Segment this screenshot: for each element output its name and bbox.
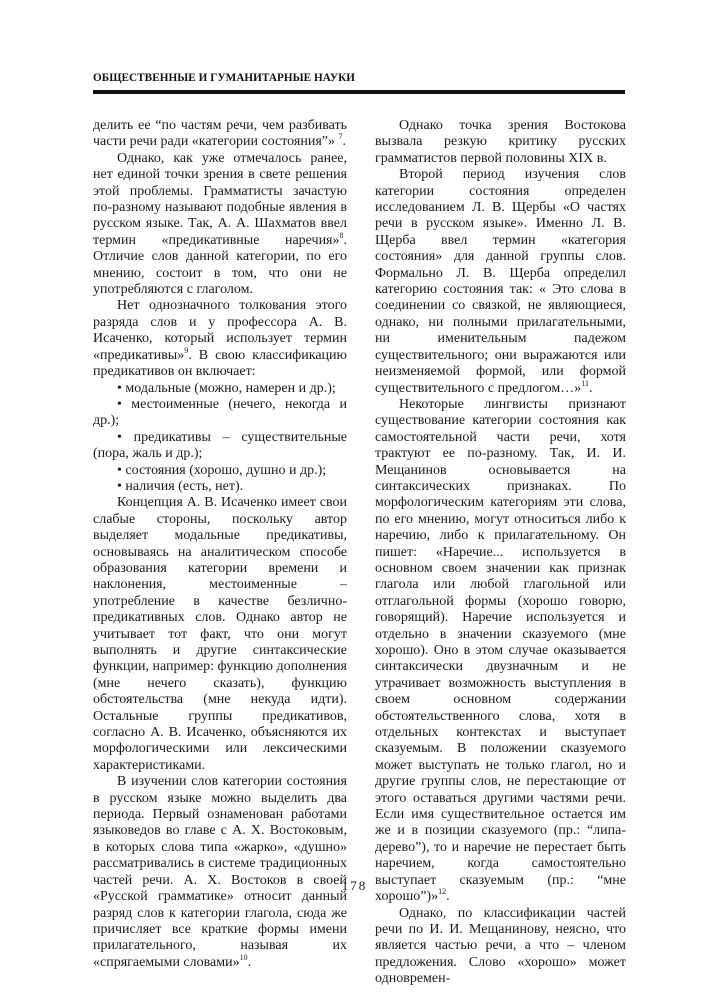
paragraph: Однако, как уже отмечалось ранее, нет единой точки зрения в свете решения этой проблемы. Грамматисты зачастую по-разному называют подобные явления в русском языке. Так, А. А. Шахматов ввел термин «предикативные наречия»$^8$. Отличие слов данной категории, по его мнению, состоит в том, что они не употребляются с глаголом. [93,150,347,298]
footnote-ref: 7 [338,132,343,142]
paragraph: Второй период изучения слов категории состояния определен исследованием Л. В. Щербы «О частях речи в русском языке». Именно Л. В. Щерба ввел термин «категория состояния» для данной группы слов. Формально Л. В. Щерба определил категорию состояния так: « Это слова в соединении со связкой, не являющиеся, однако, ни полными прилагательными, ни именительным падежом существительного; они выражаются или неизменяемой формой, или формой существительного с предлогом…»$^{11}$. [375,167,626,396]
bullet-item: • модальные (можно, намерен и др.); [93,381,347,397]
paragraph: Однако, по классификации частей речи по И. И. Мещанинову, неясно, что является частью речи, а что – членом предложения. Слово «хорошо» может одновремен- [375,905,626,987]
paragraph: Концепция А. В. Исаченко имеет свои слабые стороны, поскольку автор выделяет модальные предикативы, основываясь на аналитическом способе образования категории времени и наклонения, местоименные – употребление в качестве безлично-предикативных слов. Однако автор не учитывает тот факт, что они могут выполнять и другие синтаксические функции, например: функцию дополнения (мне нечего сказать), функцию обстоятельства (мне некуда идти). Остальные группы предикативов, согласно А. В. Исаченко, объясняются их морфологическими или лексическими характеристиками. [93,495,347,773]
paragraph: делить ее “по частям речи, чем разбивать части речи ради «категории состояния”» $^7$. [93,118,347,150]
bullet-item: • состояния (хорошо, душно и др.); [93,463,347,479]
left-column [93,118,347,971]
page-number: 178 [341,878,368,893]
bullet-item: • наличия (есть, нет). [93,479,347,495]
bullet-item: • предикативы – существительные (пора, жаль и др.); [93,430,347,463]
footnote-ref: 12 [438,887,447,897]
footnote-ref: 8 [339,230,344,240]
section-title: ОБЩЕСТВЕННЫЕ И ГУМАНИТАРНЫЕ НАУКИ [93,72,356,84]
bullet-item: • местоименные (нечего, некогда и др.); [93,397,347,430]
paragraph: В изучении слов категории состояния в русском языке можно выделить два периода. Первый ознаменован работами языковедов во главе с А. Х. Востоковым, в которых слова типа «жарко», «душно» рассматривались в системе традиционных частей речи. А. Х. Востоков в своей «Русской грамматике» относит данный разряд слов к категории глагола, сюда же причисляет все краткие формы имени прилагательного, называя их «спрягаемыми словами»$^{10}$. [93,774,347,970]
right-column [375,118,626,988]
running-header [93,72,625,85]
paragraph: Нет однозначного толкования этого разряда слов и у профессора А. В. Исаченко, который использует термин «предикативы»$^9$. В свою классификацию предикативов он включает: [93,298,347,380]
header-rule [93,90,625,94]
paragraph: Некоторые лингвисты признают существование категории состояния как самостоятельной части речи, хотя трактуют ее по-разному. Так, И. И. Мещанинов основывается на синтаксических признаках. По морфологическим категориям эти слова, по его мнению, могут относиться либо к наречию, либо к прилагательному. Он пишет: «Наречие... используется в основном своем значении как признак глагола или любой глагольной или отглагольной формы (хорошо говорю, говорящий). Наречие используется и отдельно в значении сказуемого (мне хорошо). Оно в этом случае оказывается синтаксически двузначным и не утрачивает возможность выступления в своем основном содержании обстоятельственного слова, хотя в отдельных контекстах и выступает сказуемым. В положении сказуемого может выступать не только глагол, но и другие группы слов, не перестающие от этого оставаться другими частями речи. Если имя существительное остается им же и в позиции сказуемого (пр.: “липа-дерево”), то и наречие не перестает быть наречием, когда самостоятельно выступает сказуемым (пр.: “мне хорошо”)»$^{12}$. [375,396,626,905]
footnote-ref: 10 [239,952,248,962]
footnote-ref: 11 [581,378,589,388]
footnote-ref: 9 [184,345,189,355]
paragraph: Однако точка зрения Востокова вызвала резкую критику русских грамматистов первой половины XIX в. [375,118,626,166]
